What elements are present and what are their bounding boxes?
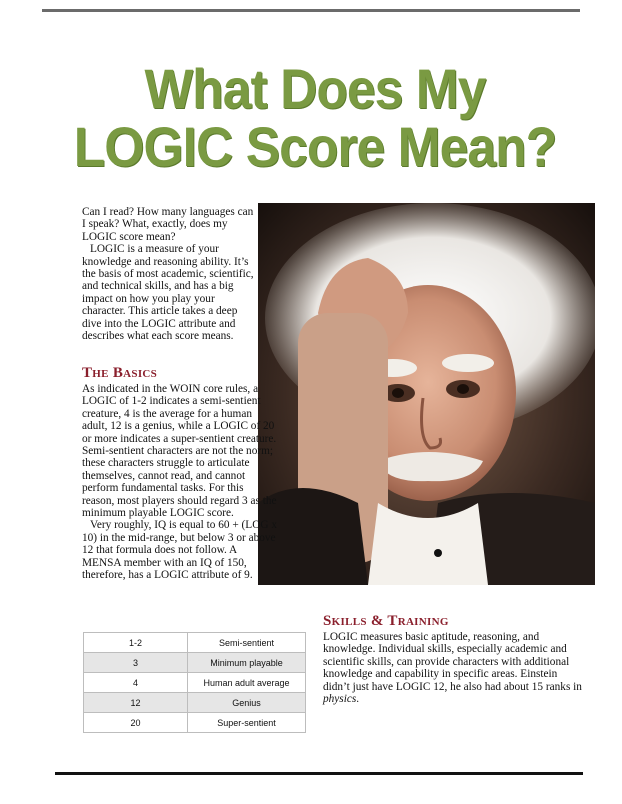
table-row <box>84 693 306 713</box>
skills-end: . <box>356 693 360 706</box>
table-row <box>84 653 306 673</box>
einstein-photo <box>258 203 595 585</box>
title-line-1: What Does My <box>144 57 486 120</box>
meaning-cell: Human adult average <box>188 673 306 693</box>
basics-paragraph-2: Very roughly, IQ is equal to 60 + (LOG x 10) in the mid-range, but below 3 or above 12 that formula does not follow. A MENSA member with an IQ of 150, therefore, has a LOGIC attribute of 9. <box>82 519 277 582</box>
intro-paragraph-1: Can I read? How many languages can I speak? What, exactly, does my LOGIC score mean? <box>82 206 254 243</box>
meaning-cell: Semi-sentient <box>188 633 306 653</box>
page-title <box>62 57 568 178</box>
logic-score-table <box>83 632 306 733</box>
meaning-cell: Minimum playable <box>188 653 306 673</box>
top-rule <box>42 9 580 12</box>
intro-paragraph-2: LOGIC is a measure of your knowledge and reasoning ability. It’s the basis of most academic, scientific, and technical skills, and has a big impact on how you play your character. This article takes a deep dive into the LOGIC attribute and describes what each score means. <box>82 243 254 343</box>
bottom-rule <box>55 772 583 775</box>
basics-heading: The Basics <box>82 365 158 381</box>
intro-section <box>82 206 257 342</box>
skills-emphasis: physics <box>323 693 357 706</box>
table-row <box>84 713 306 733</box>
table-row <box>84 673 306 693</box>
basics-section <box>82 383 278 582</box>
meaning-cell: Super-sentient <box>188 713 306 733</box>
table-row <box>84 633 306 653</box>
skills-heading: Skills & Training <box>323 613 449 629</box>
skills-paragraph <box>323 631 585 705</box>
score-cell: 4 <box>84 673 188 693</box>
meaning-cell: Genius <box>188 693 306 713</box>
score-cell: 3 <box>84 653 188 673</box>
skills-section <box>323 631 585 705</box>
title-line-2: LOGIC Score Mean? <box>73 115 557 178</box>
score-cell: 12 <box>84 693 188 713</box>
skills-text: LOGIC measures basic aptitude, reasoning, and knowledge. Individual skills, especially academic and scientific skills, can provide characters with additional knowledge and capability in specific areas. Einstein didn’t just have LOGIC 12, he also had about 15 ranks in <box>323 631 582 693</box>
basics-paragraph-1: As indicated in the WOIN core rules, a LOGIC of 1-2 indicates a semi-sentient creature, 4 is the average for a human adult, 12 is a genius, while a LOGIC of 20 or more indicates a super-sentient creature. Semi-sentient characters are not the norm; these characters struggle to articulate themselves, cannot read, and cannot perform fundamental tasks. For this reason, most players should regard 3 as the minimum playable LOGIC score. <box>82 383 277 520</box>
portrait-illustration <box>258 203 595 585</box>
score-cell: 1-2 <box>84 633 188 653</box>
score-cell: 20 <box>84 713 188 733</box>
